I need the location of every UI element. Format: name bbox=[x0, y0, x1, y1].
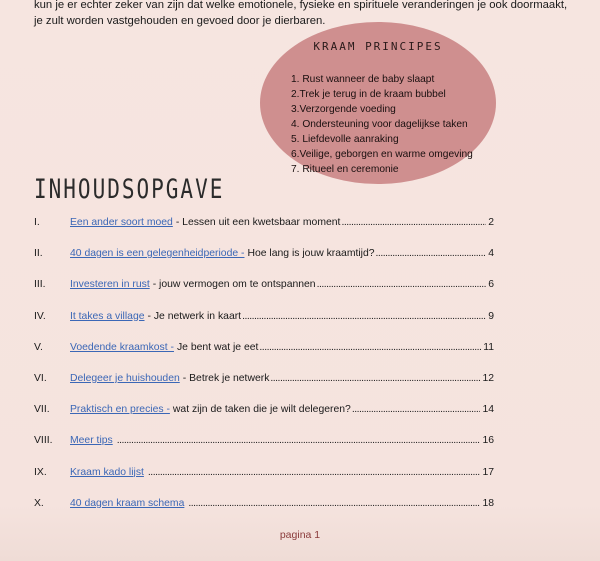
toc-leader-dots bbox=[317, 279, 487, 290]
toc-entry-page: 17 bbox=[482, 466, 494, 478]
toc-entry-page: 16 bbox=[482, 435, 494, 447]
toc-entry-description: Hoe lang is jouw kraamtijd? bbox=[247, 248, 375, 260]
toc-entry-page: 11 bbox=[483, 341, 494, 353]
toc-entry bbox=[34, 217, 494, 248]
toc-entry-link[interactable]: Kraam kado lijst bbox=[70, 466, 144, 478]
toc-entry-link[interactable]: 40 dagen is een gelegenheidperiode - bbox=[70, 248, 245, 260]
toc-entry bbox=[34, 311, 494, 342]
toc-entry-description: Je bent wat je eet bbox=[176, 341, 259, 353]
kraam-principles-bubble bbox=[260, 22, 496, 184]
toc-entry bbox=[34, 342, 494, 373]
toc-entry-description: - jouw vermogen om te ontspannen bbox=[152, 279, 316, 291]
toc-entry-number: VI. bbox=[34, 372, 47, 384]
toc-entry-number: VII. bbox=[34, 404, 50, 416]
toc-entry-link[interactable]: Voedende kraamkost - bbox=[70, 341, 174, 353]
toc-entry bbox=[34, 435, 494, 466]
intro-line-1: kun je er echter zeker van zijn dat welke emotionele, fysieke en spirituele veranderingen je ook doormaakt, bbox=[34, 0, 568, 11]
toc-leader-dots bbox=[341, 217, 486, 228]
toc-entry-link[interactable]: Delegeer je huishouden bbox=[70, 372, 180, 384]
table-of-contents bbox=[34, 217, 494, 529]
principle-item: 3.Verzorgende voeding bbox=[291, 104, 396, 115]
principles-title: KRAAM PRINCIPES bbox=[313, 40, 443, 53]
intro-line-2: je zult worden vastgehouden en gevoed door je dierbaren. bbox=[34, 15, 326, 27]
toc-entry-page: 14 bbox=[482, 404, 494, 416]
toc-entry-number: IV. bbox=[34, 310, 46, 322]
principle-item: 1. Rust wanneer de baby slaapt bbox=[291, 74, 435, 85]
principles-list bbox=[291, 72, 473, 177]
toc-leader-dots bbox=[259, 342, 481, 353]
principle-item: 6.Veilige, geborgen en warme omgeving bbox=[291, 149, 473, 160]
toc-entry bbox=[34, 498, 494, 529]
principle-item: 4. Ondersteuning voor dagelijkse taken bbox=[291, 119, 468, 130]
toc-entry-description: - Lessen uit een kwetsbaar moment bbox=[175, 217, 341, 228]
toc-entry bbox=[34, 279, 494, 310]
toc-leader-dots bbox=[270, 373, 480, 384]
toc-heading: INHOUDSOPGAVE bbox=[34, 174, 225, 205]
toc-entry-link[interactable]: It takes a village bbox=[70, 310, 145, 322]
toc-entry-page: 12 bbox=[482, 372, 494, 384]
toc-leader-dots bbox=[352, 404, 481, 415]
toc-entry-number: I. bbox=[34, 217, 40, 228]
principle-item: 5. Liefdevolle aanraking bbox=[291, 134, 399, 145]
toc-entry-description: - Betrek je netwerk bbox=[182, 372, 270, 384]
toc-entry-page: 18 bbox=[482, 497, 494, 509]
page-number-footer: pagina 1 bbox=[279, 529, 321, 541]
toc-entry bbox=[34, 248, 494, 279]
toc-leader-dots bbox=[188, 498, 480, 509]
toc-leader-dots bbox=[242, 311, 486, 322]
toc-leader-dots bbox=[148, 467, 481, 478]
toc-entry-number: X. bbox=[34, 497, 44, 509]
toc-leader-dots bbox=[376, 248, 487, 259]
toc-entry-link[interactable]: 40 dagen kraam schema bbox=[70, 497, 185, 509]
intro-paragraph bbox=[34, 0, 594, 29]
toc-entry-number: IX. bbox=[34, 466, 47, 478]
toc-entry-page: 9 bbox=[488, 310, 494, 322]
principle-item: 2.Trek je terug in de kraam bubbel bbox=[291, 89, 446, 100]
toc-entry-link[interactable]: Meer tips bbox=[70, 435, 113, 447]
toc-entry-number: VIII. bbox=[34, 435, 53, 447]
toc-entry-link[interactable]: Investeren in rust bbox=[70, 279, 150, 291]
toc-entry bbox=[34, 373, 494, 404]
toc-entry-number: III. bbox=[34, 279, 46, 291]
principle-item: 7. Ritueel en ceremonie bbox=[291, 164, 399, 175]
toc-leader-dots bbox=[117, 435, 481, 446]
toc-entry-description: - Je netwerk in kaart bbox=[147, 310, 242, 322]
toc-entry-page: 4 bbox=[488, 248, 494, 260]
toc-entry bbox=[34, 404, 494, 435]
toc-entry-page: 6 bbox=[488, 279, 494, 291]
toc-entry-page: 2 bbox=[488, 217, 494, 228]
toc-entry-description: wat zijn de taken die je wilt delegeren? bbox=[172, 404, 351, 416]
toc-entry-link[interactable]: Praktisch en precies - bbox=[70, 404, 170, 416]
toc-entry-number: II. bbox=[34, 248, 43, 260]
toc-entry bbox=[34, 467, 494, 498]
toc-entry-link[interactable]: Een ander soort moed bbox=[70, 217, 173, 228]
toc-entry-number: V. bbox=[34, 341, 43, 353]
